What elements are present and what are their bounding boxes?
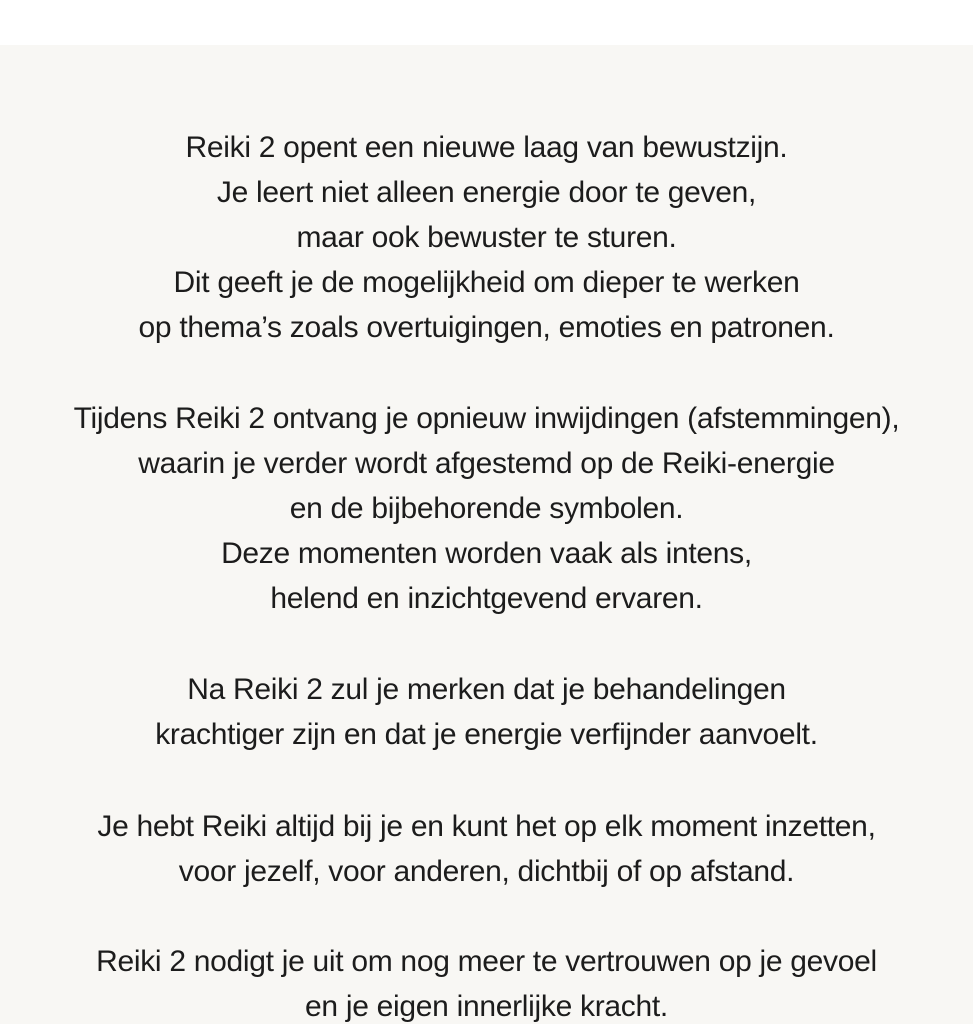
text-line: Je hebt Reiki altijd bij je en kunt het op elk moment inzetten, <box>97 810 876 843</box>
text-line: en je eigen innerlijke kracht. <box>305 990 668 1023</box>
text-line: krachtiger zijn en dat je energie verfijnder aanvoelt. <box>155 718 818 751</box>
text-line: Deze momenten worden vaak als intens, <box>221 537 752 570</box>
text-line: Tijdens Reiki 2 ontvang je opnieuw inwijdingen (afstemmingen), <box>73 402 900 435</box>
paragraph-always-with-you <box>0 804 973 894</box>
text-line: op thema’s zoals overtuigingen, emoties en patronen. <box>138 311 835 344</box>
paragraph-after-reiki <box>0 667 973 757</box>
paragraph-trust <box>0 939 973 1029</box>
text-line: Je leert niet alleen energie door te geven, <box>216 176 757 209</box>
text-line: voor jezelf, voor anderen, dichtbij of op afstand. <box>178 855 795 888</box>
text-line: Reiki 2 opent een nieuwe laag van bewustzijn. <box>185 131 788 164</box>
text-line: en de bijbehorende symbolen. <box>289 492 684 525</box>
paragraph-intro <box>0 125 973 350</box>
text-line: waarin je verder wordt afgestemd op de Reiki-energie <box>138 447 835 480</box>
text-line: helend en inzichtgevend ervaren. <box>270 582 703 615</box>
text-line: Reiki 2 nodigt je uit om nog meer te vertrouwen op je gevoel <box>96 945 877 978</box>
top-strip <box>0 0 973 45</box>
text-line: Dit geeft je de mogelijkheid om dieper te werken <box>173 266 800 299</box>
text-line: Na Reiki 2 zul je merken dat je behandelingen <box>187 673 786 706</box>
text-line: maar ook bewuster te sturen. <box>296 221 677 254</box>
paragraph-initiations <box>0 396 973 621</box>
